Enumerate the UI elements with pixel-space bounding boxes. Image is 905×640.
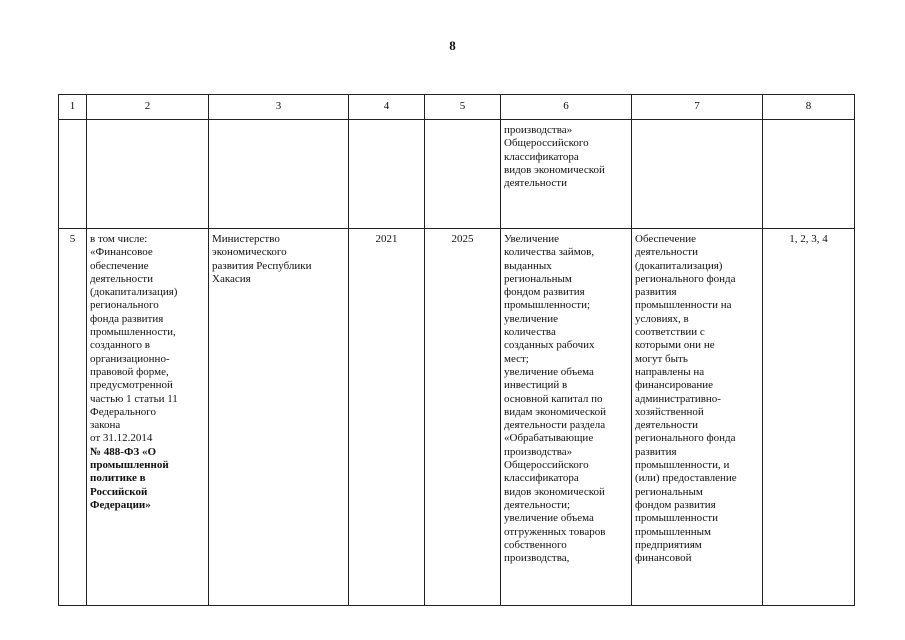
cell-empty	[59, 120, 87, 229]
cell-expected-result: Увеличение количества займов, выданных региональным фондом развития промышленности; увеличение количества созданных рабочих мест; увеличение объема инвестиций в основной капитал по видам экономической деятельности раздела «Обрабатывающие производства» Общероссийского классификатора видов экономической деятельности; увеличение объема отгруженных товаров собственного производства,	[501, 229, 632, 606]
cell-empty	[425, 120, 501, 229]
header-col-5: 5	[425, 95, 501, 120]
cell-empty	[209, 120, 349, 229]
page-number: 8	[449, 38, 456, 53]
law-reference-text: № 488-ФЗ «О промышленной политике в Российской Федерации»	[90, 445, 169, 511]
cell-executor: Министерство экономического развития Республики Хакасия	[209, 229, 349, 606]
cell-continuation-col6: производства» Общероссийского классификатора видов экономической деятельности	[501, 120, 632, 229]
document-table	[58, 94, 855, 606]
header-col-2: 2	[87, 95, 209, 120]
cell-end-year: 2025	[425, 229, 501, 606]
cell-description: Обеспечение деятельности (докапитализация) регионального фонда развития промышленности на условиях, в соответствии с которыми они не могут быть направлены на финансирование административно- хозяйственной деятельности регионального фонда развития промышленности, и (или) предоставление региональным фондом развития промышленности промышленным предприятиям финансовой	[632, 229, 763, 606]
table-header-row	[59, 95, 855, 120]
event-name-text: в том числе: «Финансовое обеспечение деятельности (докапитализация) регионального фонда развития промышленности, созданного в организационно- правовой форме, предусмотренной частью 1 статьи 11 Федерального закона от 31.12.2014	[90, 233, 178, 445]
header-col-1: 1	[59, 95, 87, 120]
header-col-6: 6	[501, 95, 632, 120]
cell-event-name	[87, 229, 209, 606]
table-row-5	[59, 229, 855, 606]
cell-row-number: 5	[59, 229, 87, 606]
header-col-8: 8	[763, 95, 855, 120]
cell-empty	[349, 120, 425, 229]
header-col-3: 3	[209, 95, 349, 120]
cell-start-year: 2021	[349, 229, 425, 606]
table-row-continuation	[59, 120, 855, 229]
header-col-7: 7	[632, 95, 763, 120]
cell-empty	[87, 120, 209, 229]
cell-indicators: 1, 2, 3, 4	[763, 229, 855, 606]
cell-empty	[763, 120, 855, 229]
header-col-4: 4	[349, 95, 425, 120]
cell-empty	[632, 120, 763, 229]
